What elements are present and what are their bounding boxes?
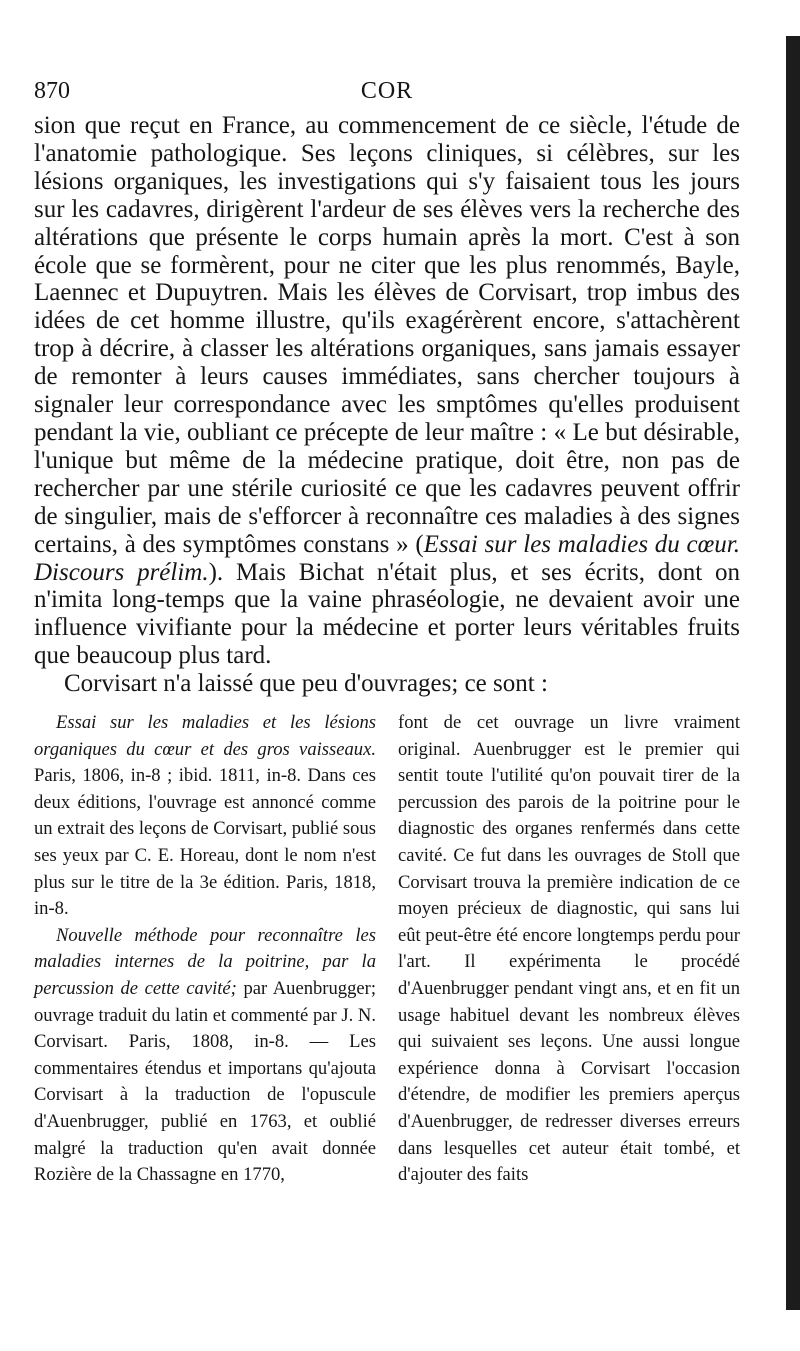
- entry-2-title: Nouvelle méthode pour reconnaître les maladies internes de la poitrine, par la percussion de cette cavité;: [34, 924, 376, 999]
- entry-1-title: Essai sur les maladies et les lésions organiques du cœur et des gros vaisseaux.: [34, 712, 376, 760]
- running-title: COR: [360, 78, 414, 104]
- entry-1-body: Paris, 1806, in-8 ; ibid. 1811, in-8. Dans ces deux éditions, l'ouvrage est annoncé comme un extrait des leçons de Corvisart, publié sous ses yeux par C. E. Horeau, dont le nom n'est plus sur le titre de la 3e édition. Paris, 1818, in-8.: [34, 765, 376, 920]
- main-paragraph-2: Corvisart n'a laissé que peu d'ouvrages; ce sont :: [64, 670, 548, 698]
- page-number: 870: [34, 78, 70, 104]
- main-paragraph-1-end: ). Mais Bichat n'était plus, et ses écrits, dont on n'imita long-temps que la vaine phraséologie, ne devaient avoir une influence vivifiante pour la médecine et porter leurs véritables fruits que beaucoup plus tard.: [34, 558, 740, 670]
- two-column-section: [34, 710, 740, 1189]
- page-edge-bar: [786, 36, 800, 1310]
- bibliography-entry-2: [34, 923, 376, 1189]
- running-head: [34, 78, 740, 112]
- right-column-text: font de cet ouvrage un livre vraiment original. Auenbrugger est le premier qui sentit toute l'utilité qu'on pouvait tirer de la percussion des parois de la poitrine pour le diagnostic des organes renfermés dans cette cavité. Ce fut dans les ouvrages de Stoll que Corvisart trouva la première indication de ce moyen précieux de diagnostic, qui sans lui eût peut-être été encore longtemps perdu pour l'art. Il expérimenta le procédé d'Auenbrugger pendant vingt ans, et en fit un usage habituel devant les nombreux élèves qui suivaient ses leçons. Une aussi longue expérience donna à Corvisart l'occasion d'étendre, de modifier les premiers aperçus d'Auenbrugger, de redresser diverses erreurs dans lesquelles cet auteur était tombé, et d'ajouter des faits: [398, 712, 740, 1186]
- main-paragraph-1-text: sion que reçut en France, au commencement de ce siècle, l'étude de l'anatomie pathologique. Ses leçons cliniques, si célèbres, sur les lésions organiques, les investigations qui s'y faisaient tous les jours sur les cadavres, dirigèrent l'ardeur de ses élèves vers la recherche des altérations que présente le corps humain après la mort. C'est à son école que se formèrent, pour ne citer que les plus renommés, Bayle, Laennec et Dupuytren. Mais les élèves de Corvisart, trop imbus des idées de cet homme illustre, qu'ils exagérèrent encore, s'attachèrent trop à décrire, à classer les altérations organiques, sans jamais essayer de remonter à leurs causes immédiates, sans chercher toujours à signaler leur correspondance avec les smptômes qu'elles produisent pendant la vie, oubliant ce précepte de leur maître : « Le but désirable, l'unique but même de la médecine pratique, doit être, non pas de rechercher par une stérile curiosité ce que les cadavres peuvent offrir de singulier, mais de s'efforcer à reconnaître ces maladies à des signes certains, à des symptômes constans » (: [34, 112, 740, 558]
- right-column: [398, 710, 740, 1189]
- main-text: [34, 112, 740, 698]
- left-column: [34, 710, 376, 1189]
- document-page: [34, 78, 740, 1189]
- main-paragraph-1: [34, 112, 740, 670]
- entry-2-body: par Auenbrugger; ouvrage traduit du latin et commenté par J. N. Corvisart. Paris, 1808, in-8. — Les commentaires étendus et importans qu'ajouta Corvisart à la traduction de l'opuscule d'Auenbrugger, publié en 1763, et oublié malgré la traduction qu'en avait donnée Rozière de la Chassagne en 1770,: [34, 977, 377, 1186]
- bibliography-entry-1: [34, 710, 376, 923]
- main-paragraph-1-citation: Essai sur les maladies du cœur. Discours prélim.: [34, 530, 741, 586]
